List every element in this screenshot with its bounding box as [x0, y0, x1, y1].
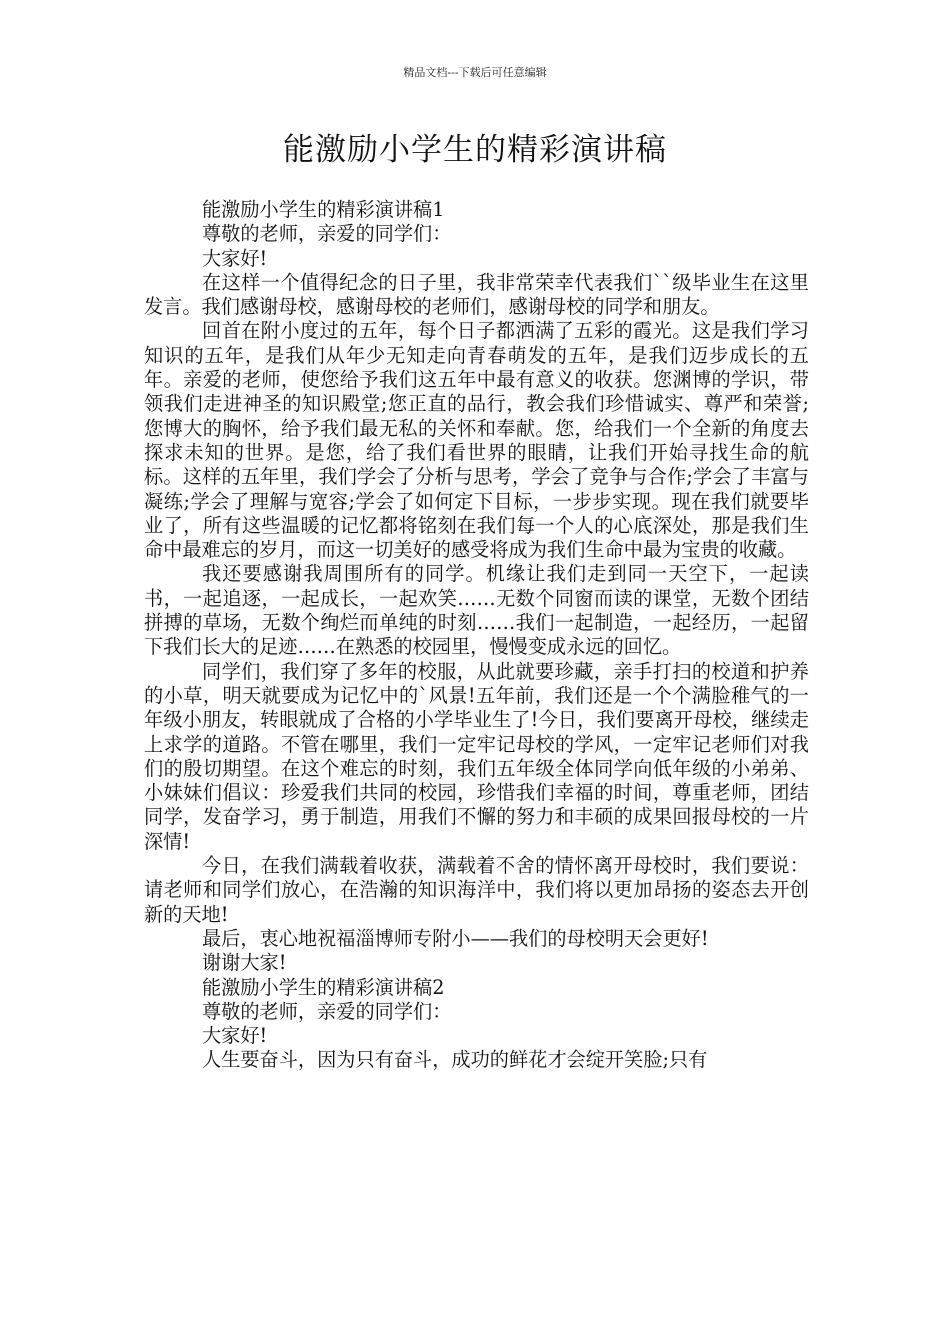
body-paragraph: 回首在附小度过的五年，每个日子都洒满了五彩的霞光。这是我们学习知识的五年，是我们从年少无知走向青春萌发的五年，是我们迈步成长的五年。亲爱的老师，使您给予我们这五年中最有意义的收获。您渊博的学识，带领我们走进神圣的知识殿堂;您正直的品行，教会我们珍惜诚实、尊严和荣誉;您博大的胸怀，给予我们最无私的关怀和奉献。您，给我们一个全新的角度去探求未知的世界。是您，给了我们看世界的眼睛，让我们开始寻找生命的航标。这样的五年里，我们学会了分析与思考，学会了竞争与合作;学会了丰富与凝练;学会了理解与宽容;学会了如何定下目标，一步步实现。现在我们就要毕业了，所有这些温暖的记忆都将铭刻在我们每一个人的心底深处，那是我们生命中最难忘的岁月，而这一切美好的感受将成为我们生命中最为宝贵的收藏。	[144, 319, 809, 562]
body-paragraph: 同学们，我们穿了多年的校服，从此就要珍藏，亲手打扫的校道和护养的小草，明天就要成为记忆中的`风景!五年前，我们还是一个个满脸稚气的一年级小朋友，转眼就成了合格的小学毕业生了!今日，我们要离开母校，继续走上求学的道路。不管在哪里，我们一定牢记母校的学风，一定牢记老师们对我们的殷切期望。在这个难忘的时刻，我们五年级全体同学向低年级的小弟弟、小妹妹们倡议：珍爱我们共同的校园，珍惜我们幸福的时间，尊重老师，团结同学，发奋学习，勇于制造，用我们不懈的努力和丰硕的成果回报母校的一片深情!	[144, 659, 809, 853]
salutation: 尊敬的老师，亲爱的同学们：	[202, 999, 452, 1023]
greeting: 大家好!	[202, 246, 268, 270]
thanks-line: 谢谢大家!	[202, 951, 287, 975]
body-paragraph: 在这样一个值得纪念的日子里，我非常荣幸代表我们``级毕业生在这里发言。我们感谢母校，感谢母校的老师们，感谢母校的同学和朋友。	[144, 270, 809, 319]
section-heading-2: 能激励小学生的精彩演讲稿2	[202, 975, 445, 999]
salutation: 尊敬的老师，亲爱的同学们：	[202, 222, 452, 246]
greeting: 大家好!	[202, 1024, 268, 1048]
header-note: 精品文档---下载后可任意编辑	[403, 66, 547, 79]
section-heading-1: 能激励小学生的精彩演讲稿1	[202, 198, 445, 221]
body-paragraph: 今日，在我们满载着收获，满载着不舍的情怀离开母校时，我们要说：请老师和同学们放心，在浩瀚的知识海洋中，我们将以更加昂扬的姿态去开创新的天地!	[144, 854, 809, 926]
body-paragraph: 人生要奋斗，因为只有奋斗，成功的鲜花才会绽开笑脸;只有	[202, 1048, 708, 1072]
document-title: 能激励小学生的精彩演讲稿	[283, 132, 667, 168]
closing-wish: 最后，衷心地祝福淄博师专附小——我们的母校明天会更好!	[202, 926, 709, 950]
body-paragraph: 我还要感谢我周围所有的同学。机缘让我们走到同一天空下，一起读书，一起追逐，一起成长，一起欢笑……无数个同窗而读的课堂，无数个团结拼搏的草场，无数个绚烂而单纯的时刻……我们一起制造，一起经历，一起留下我们长大的足迹……在熟悉的校园里，慢慢变成永远的回忆。	[144, 562, 809, 659]
document-body	[144, 198, 809, 1073]
